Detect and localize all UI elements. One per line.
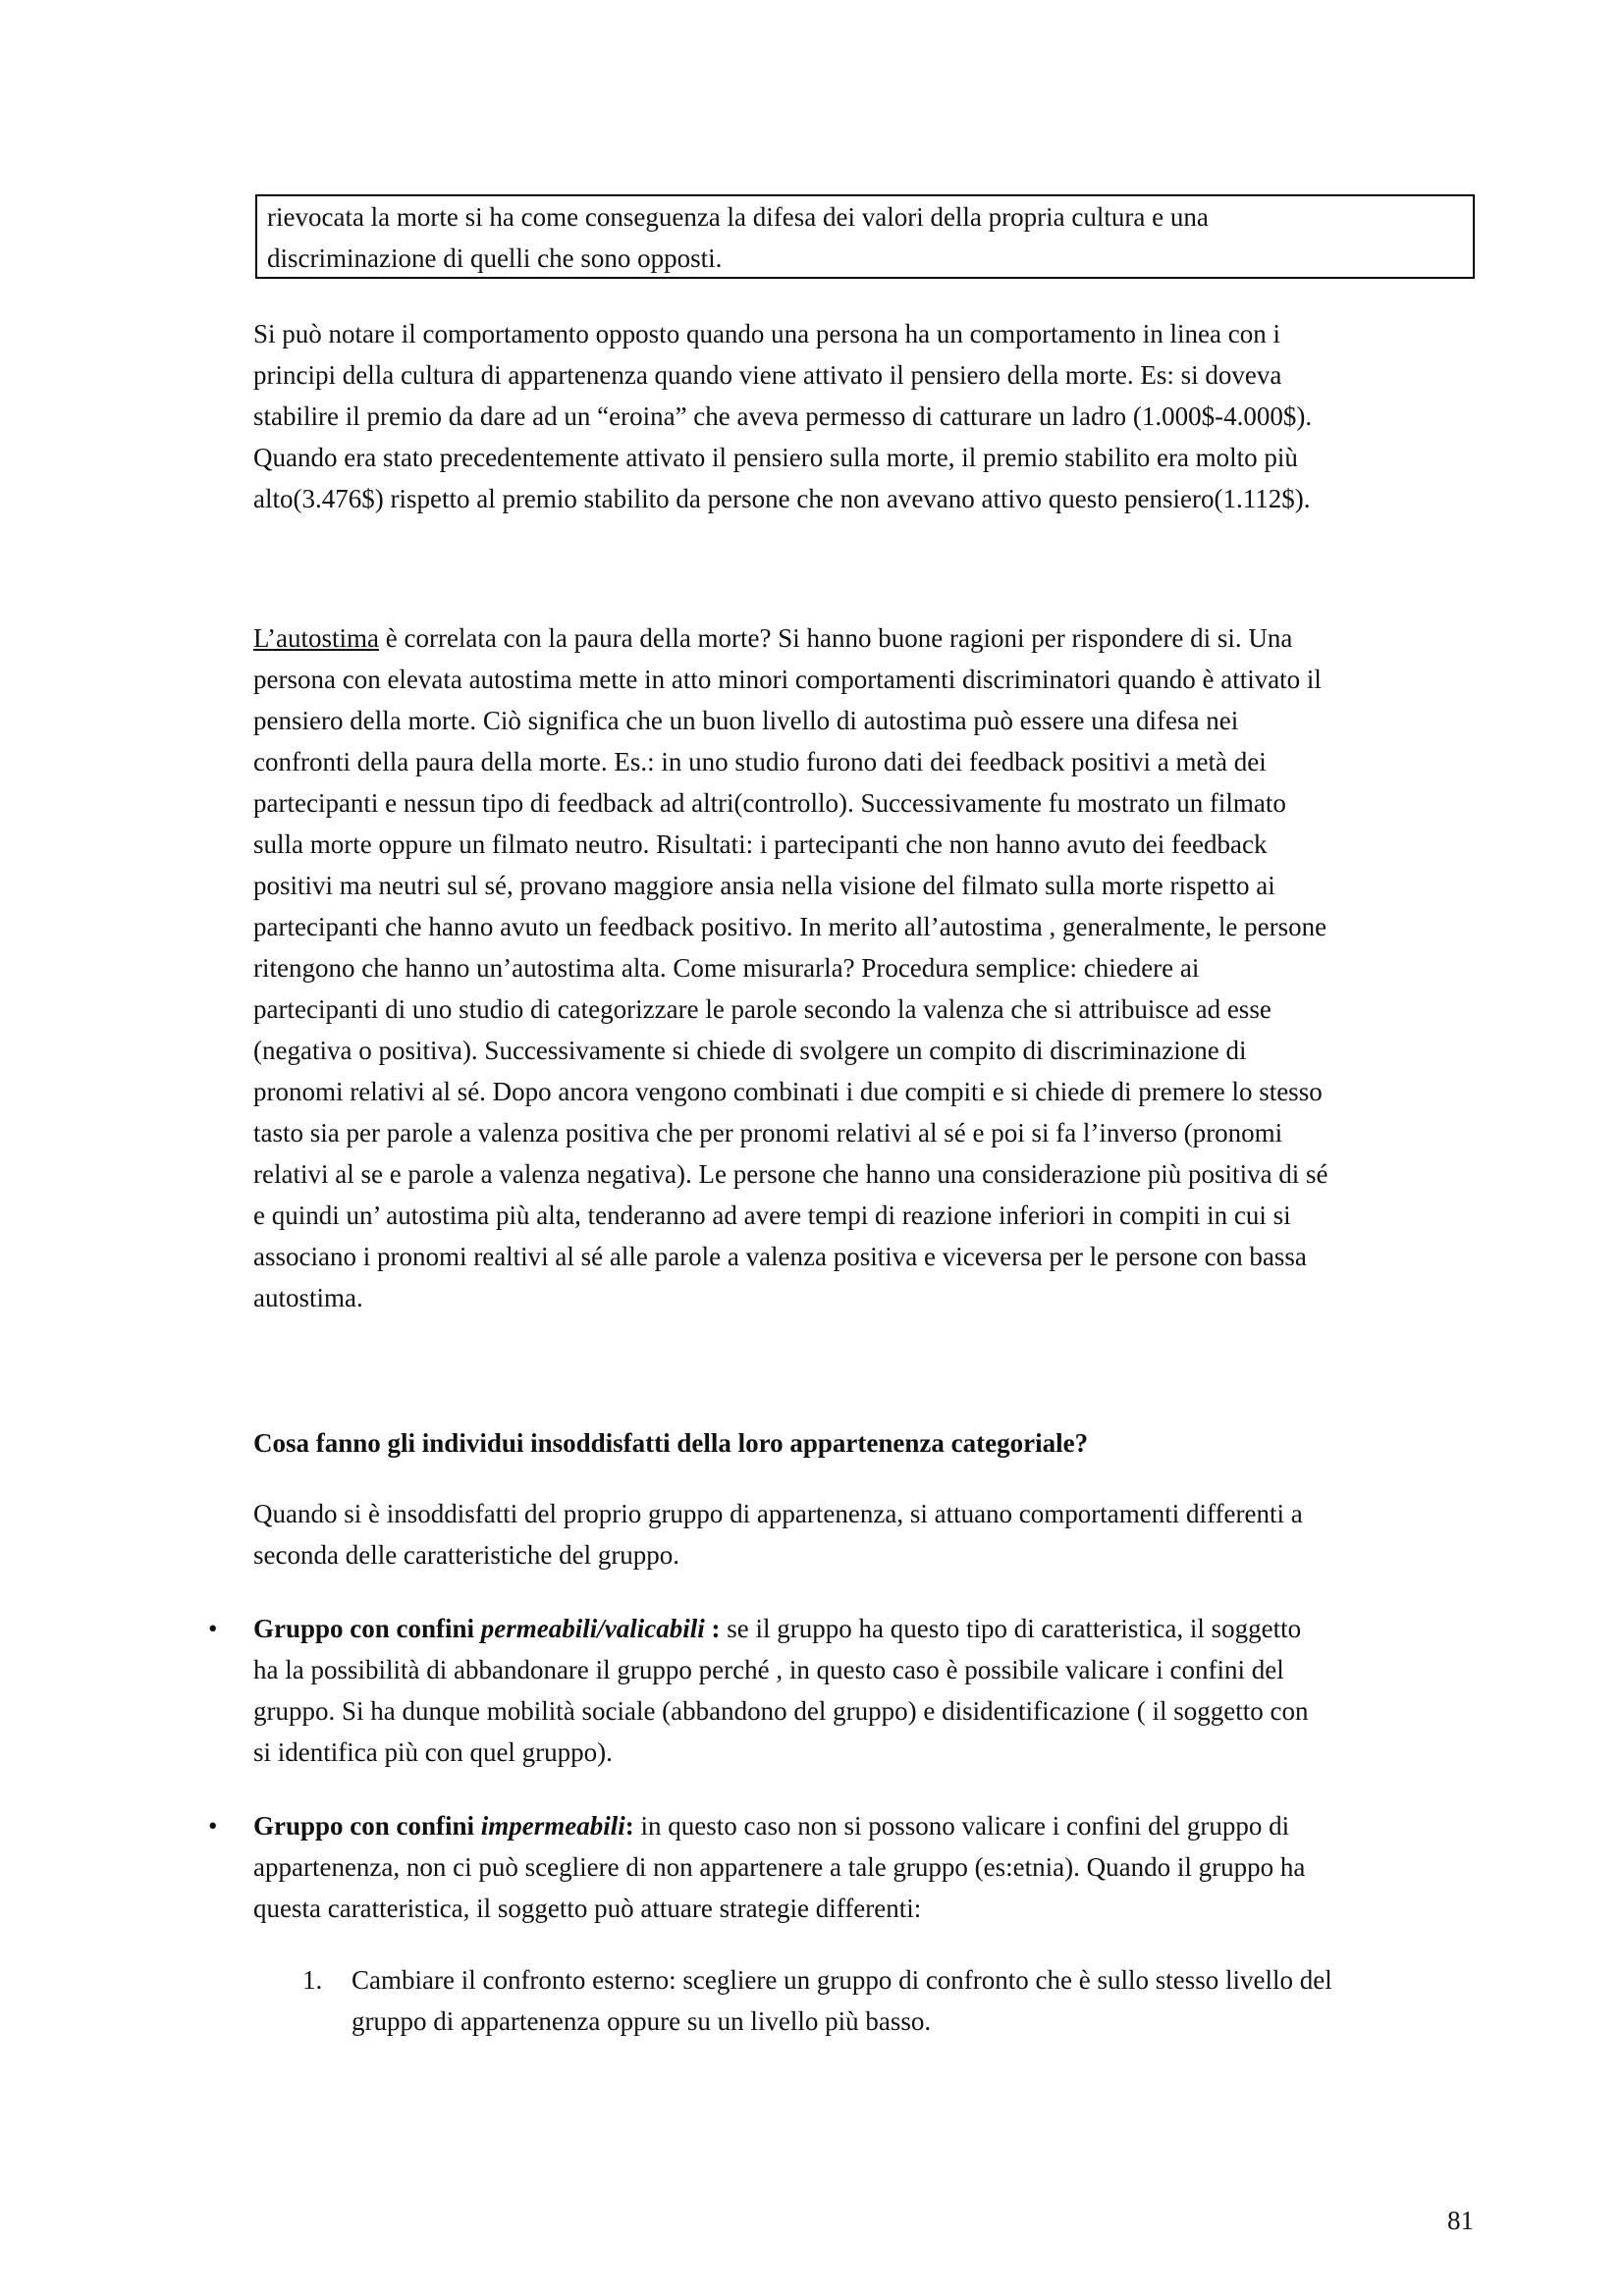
text-line: relativi al se e parole a valenza negativa). Le persone che hanno una considerazione più positiva di sé bbox=[253, 1159, 1328, 1189]
text-line: persona con elevata autostima mette in atto minori comportamenti discriminatori quando è attivato il bbox=[253, 665, 1322, 694]
text-line: pensiero della morte. Ciò significa che un buon livello di autostima può essere una difesa nei bbox=[253, 706, 1239, 735]
paragraph-death-reward bbox=[253, 313, 1312, 519]
bold-label: : bbox=[704, 1614, 721, 1643]
text-line: questa caratteristica, il soggetto può attuare strategie differenti: bbox=[253, 1894, 922, 1923]
text-line bbox=[253, 1608, 1309, 1649]
bold-label: Gruppo con confini bbox=[253, 1811, 481, 1841]
text-line bbox=[253, 1805, 1305, 1846]
text-line: sulla morte oppure un filmato neutro. Risultati: i partecipanti che non hanno avuto dei feedback bbox=[253, 829, 1268, 859]
paragraph-self-esteem bbox=[253, 617, 1328, 1318]
text-line: appartenenza, non ci può scegliere di non appartenere a tale gruppo (es:etnia). Quando il gruppo ha bbox=[253, 1852, 1306, 1882]
text-line: alto(3.476$) rispetto al premio stabilito da persone che non avevano attivo questo pensiero(1.112$). bbox=[253, 484, 1311, 513]
bullet-icon: • bbox=[208, 1614, 218, 1643]
text-line: positivi ma neutri sul sé, provano maggiore ansia nella visione del filmato sulla morte rispetto ai bbox=[253, 871, 1275, 900]
numbered-item bbox=[352, 1959, 1332, 2042]
text-line: gruppo. Si ha dunque mobilità sociale (abbandono del gruppo) e disidentificazione ( il soggetto con bbox=[253, 1696, 1309, 1726]
text-line: partecipanti di uno studio di categorizzare le parole secondo la valenza che si attribuisce ad esse bbox=[253, 994, 1271, 1024]
text-span: è correlata con la paura della morte? Si hanno buone ragioni per rispondere di si. Una bbox=[379, 623, 1293, 653]
text-line: gruppo di appartenenza oppure su un livello più basso. bbox=[352, 2006, 932, 2036]
text-line: si identifica più con quel gruppo). bbox=[253, 1737, 613, 1767]
bold-label: : bbox=[624, 1811, 634, 1841]
text-line: tasto sia per parole a valenza positiva che per pronomi relativi al sé e poi si fa l’inverso (pronomi bbox=[253, 1118, 1283, 1148]
text-line: ritengono che hanno un’autostima alta. Come misurarla? Procedura semplice: chiedere ai bbox=[253, 953, 1200, 983]
bullet-item-impermeable bbox=[253, 1805, 1305, 1929]
text-line: autostima. bbox=[253, 1283, 363, 1312]
text-line: ha la possibilità di abbandonare il gruppo perché , in questo caso è possibile valicare i confini del bbox=[253, 1655, 1284, 1684]
bold-label: Gruppo con confini bbox=[253, 1614, 481, 1643]
text-line: stabilire il premio da dare ad un “eroina” che aveva permesso di catturare un ladro (1.000$-4.000$). bbox=[253, 401, 1313, 431]
text-line: Quando era stato precedentemente attivato il pensiero sulla morte, il premio stabilito era molto più bbox=[253, 443, 1298, 472]
bold-italic-term: impermeabili bbox=[480, 1811, 625, 1841]
text-line: e quindi un’ autostima più alta, tenderanno ad avere tempi di reazione inferiori in compiti in cui si bbox=[253, 1201, 1291, 1230]
list-number: 1. bbox=[302, 1965, 323, 1995]
text-line: discriminazione di quelli che sono opposti. bbox=[267, 243, 723, 273]
text-span: in questo caso non si possono valicare i confini del gruppo di bbox=[633, 1811, 1290, 1841]
bullet-icon: • bbox=[208, 1811, 218, 1841]
text-line: Si può notare il comportamento opposto quando una persona ha un comportamento in linea con i bbox=[253, 319, 1281, 348]
text-span: se il gruppo ha questo tipo di caratteristica, il soggetto bbox=[720, 1614, 1302, 1643]
text-line: seconda delle caratteristiche del gruppo. bbox=[253, 1540, 680, 1570]
text-line: partecipanti che hanno avuto un feedback positivo. In merito all’autostima , generalmente, le persone bbox=[253, 912, 1327, 941]
text-line: (negativa o positiva). Successivamente si chiede di svolgere un compito di discriminazione di bbox=[253, 1036, 1247, 1065]
quote-box bbox=[255, 194, 1475, 279]
text-line: partecipanti e nessun tipo di feedback ad altri(controllo). Successivamente fu mostrato un filmato bbox=[253, 788, 1286, 818]
section-heading: Cosa fanno gli individui insoddisfatti della loro appartenenza categoriale? bbox=[253, 1428, 1089, 1458]
bullet-item-permeable bbox=[253, 1608, 1309, 1773]
text-line: rievocata la morte si ha come conseguenza la difesa dei valori della propria cultura e una bbox=[267, 202, 1209, 232]
page-number: 81 bbox=[1447, 2206, 1474, 2235]
text-line: pronomi relativi al sé. Dopo ancora vengono combinati i due compiti e si chiede di premere lo stesso bbox=[253, 1077, 1323, 1106]
paragraph-intro bbox=[253, 1493, 1303, 1575]
underlined-term: L’autostima bbox=[253, 623, 379, 653]
bold-italic-term: permeabili/valicabili bbox=[480, 1614, 705, 1643]
text-line: principi della cultura di appartenenza quando viene attivato il pensiero della morte. Es: si doveva bbox=[253, 360, 1282, 390]
text-line bbox=[253, 617, 1328, 659]
text-line: Quando si è insoddisfatti del proprio gruppo di appartenenza, si attuano comportamenti differenti a bbox=[253, 1499, 1303, 1528]
text-line: confronti della paura della morte. Es.: in uno studio furono dati dei feedback positivi a metà dei bbox=[253, 747, 1267, 776]
text-line: associano i pronomi realtivi al sé alle parole a valenza positiva e viceversa per le persone con bassa bbox=[253, 1242, 1307, 1271]
text-line: Cambiare il confronto esterno: scegliere un gruppo di confronto che è sullo stesso livello del bbox=[352, 1965, 1332, 1995]
